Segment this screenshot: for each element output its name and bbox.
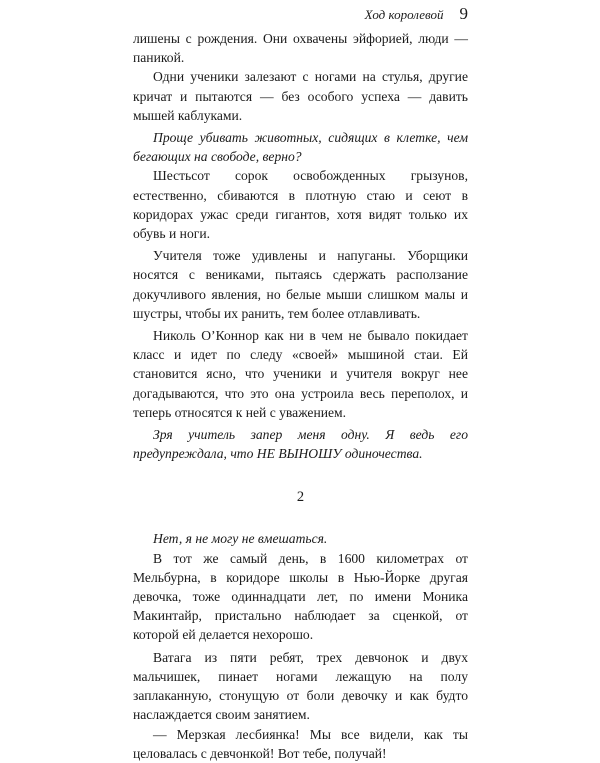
paragraph: Ватага из пяти ребят, трех девчонок и двух мальчишек, пинает ногами лежащую на полу заплаканную, стонущую от боли девочку и как будто наслаждается своим занятием. [133,649,468,723]
book-page [133,4,468,763]
running-title: Ход королевой [364,7,444,22]
page-number: 9 [459,4,468,23]
page-header [133,4,468,26]
paragraph: В тот же самый день, в 1600 километрах от Мельбурна, в коридоре школы в Нью-Йорке другая девочка, тоже одиннадцати лет, по имени Моника Макинтайр, пристально наблюдает за сценкой, от которой ей делается нехорошо. [133,550,468,643]
paragraph: Учителя тоже удивлены и напуганы. Уборщики носятся с вениками, пытаясь сдержать расползание докучливого явления, но белые мыши слишком малы и шустры, чтобы их ранить, тем более отлавливать. [133,248,468,321]
paragraph: лишены с рождения. Они охвачены эйфорией, люди — паникой. [133,31,468,66]
italic-thought: Нет, я не могу не вмешаться. [153,531,328,547]
italic-thought: Зря учитель запер меня одну. Я ведь его предупреждала, что НЕ ВЫНОШУ одиночества. [133,427,468,462]
paragraph: Николь О’Коннор как ни в чем не бывало покидает класс и идет по следу «своей» мышиной стаи. Ей становится ясно, что ученики и учителя вокруг нее догадываются, что это она устроила весь переполох, и теперь относятся к ней с уважением. [133,328,468,420]
paragraph: Одни ученики залезают с ногами на стулья, другие кричат и пытаются — без особого успеха — давить мышей каблуками. [133,69,468,123]
chapter-number: 2 [296,489,305,506]
dialogue-line: — Мерзкая лесбиянка! Мы все видели, как ты целовалась с девчонкой! Вот тебе, получай! [133,726,468,761]
paragraph: Шестьсот сорок освобожденных грызунов, естественно, сбиваются в плотную стаю и сеют в коридорах ужас среди гигантов, хотя видят только их обувь и ноги. [133,168,468,242]
italic-thought: Проще убивать животных, сидящих в клетке, чем бегающих на свободе, верно? [133,130,468,165]
